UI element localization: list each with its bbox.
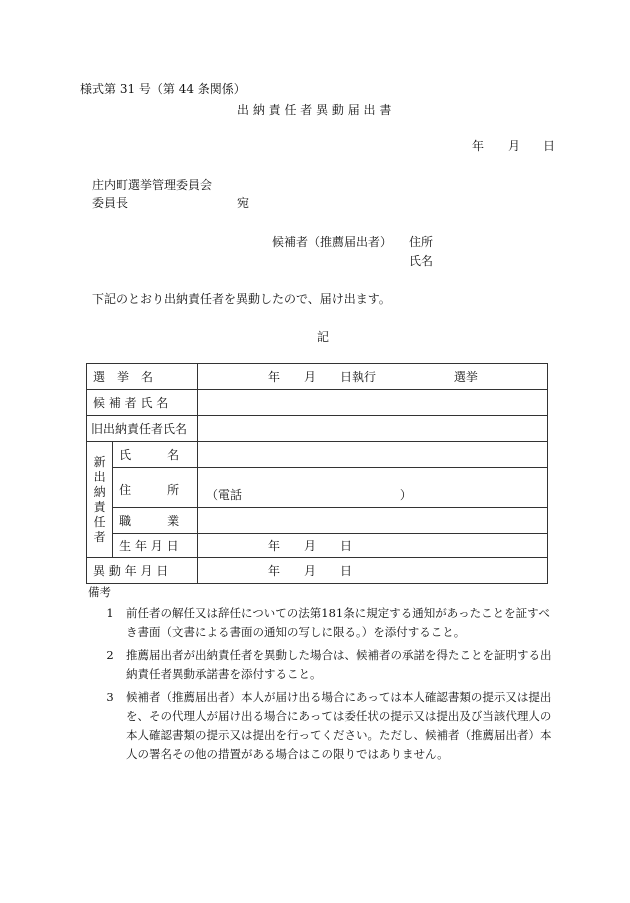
new-name-label-cell [113, 442, 198, 468]
new-treasurer-side-cell [87, 442, 113, 558]
old-treasurer-label: 旧出納責任者氏名 [91, 422, 188, 436]
applicant-name-label: 氏名 [409, 254, 434, 268]
old-treasurer-label-cell [87, 416, 198, 442]
side-char: 責 [93, 499, 106, 514]
side-char: 納 [93, 484, 106, 499]
election-date: 年 月 日執行 [268, 370, 377, 384]
new-name-value-cell [198, 442, 548, 468]
row-election [87, 364, 548, 390]
new-name-label: 氏 名 [119, 448, 180, 462]
old-treasurer-value-cell [198, 416, 548, 442]
addressee-committee: 庄内町選挙管理委員会 [92, 178, 213, 192]
row-new-occupation [87, 508, 548, 534]
new-occupation-value-cell [198, 508, 548, 534]
note-text: 前任者の解任又は辞任についての法第181条に規定する通知があったことを証すべき書面（文書による書面の通知の写しに限る。）を添付すること。 [126, 606, 550, 639]
addressee-chair: 委員長 [92, 196, 129, 210]
new-address-label-cell [113, 468, 198, 508]
notes-section [88, 584, 558, 764]
change-date-value: 年 月 日 [268, 564, 353, 578]
form-number: 様式第 31 号（第 44 条関係） [80, 82, 246, 96]
election-label-cell [87, 364, 198, 390]
new-occupation-label-cell [113, 508, 198, 534]
note-item [88, 688, 558, 764]
applicant-role: 候補者（推薦届出者） [272, 235, 393, 249]
side-char: 新 [93, 454, 106, 469]
new-occupation-label: 職 業 [119, 514, 180, 528]
candidate-value-cell [198, 390, 548, 416]
change-date-label: 異 動 年 月 日 [93, 564, 169, 578]
date-day: 日 [543, 139, 556, 153]
note-item [88, 604, 558, 642]
note-text: 候補者（推薦届出者）本人が届け出る場合にあっては本人確認書類の提示又は提出を、その代理人が届け出る場合にあっては委任状の提示又は提出及び当該代理人の本人確認書類の提示又は提出を行ってください。ただし、候補者（推薦届出者）本人の署名その他の措置がある場合はこの限りではありません。 [126, 690, 552, 761]
new-birthdate-value-cell [198, 534, 548, 558]
phone-open: （電話 [206, 488, 243, 502]
side-char: 出 [93, 469, 106, 484]
election-value-cell [198, 364, 548, 390]
side-char: 任 [93, 514, 106, 529]
side-char: 者 [93, 529, 106, 544]
intro-text: 下記のとおり出納責任者を異動したので、届け出ます。 [92, 292, 391, 306]
addressee-honorific: 宛 [237, 196, 250, 210]
candidate-label-cell [87, 390, 198, 416]
election-label: 選 挙 名 [93, 370, 154, 384]
row-candidate [87, 390, 548, 416]
new-birthdate-value: 年 月 日 [268, 539, 353, 553]
row-new-birthdate [87, 534, 548, 558]
row-new-address [87, 468, 548, 508]
note-number: 3 [106, 690, 114, 704]
date-year: 年 [472, 139, 485, 153]
row-new-name [87, 442, 548, 468]
phone-close: ） [399, 488, 412, 502]
election-suffix: 選挙 [453, 370, 478, 384]
note-number: 2 [106, 648, 114, 662]
change-date-label-cell [87, 558, 198, 584]
new-birthdate-label-cell [113, 534, 198, 558]
note-number: 1 [106, 606, 114, 620]
change-date-value-cell [198, 558, 548, 584]
page-title: 出 納 責 任 者 異 動 届 出 書 [237, 103, 392, 117]
row-change-date [87, 558, 548, 584]
note-item [88, 646, 558, 684]
new-treasurer-vertical-label [94, 455, 106, 545]
new-address-value-cell [198, 468, 548, 508]
new-birthdate-label: 生 年 月 日 [119, 539, 179, 553]
row-old-treasurer [87, 416, 548, 442]
new-address-label: 住 所 [119, 483, 180, 497]
candidate-label: 候 補 者 氏 名 [93, 396, 169, 410]
ki-mark: 記 [317, 330, 330, 344]
notification-table [86, 363, 548, 584]
notes-heading: 備考 [88, 585, 111, 599]
note-text: 推薦届出者が出納責任者を異動した場合は、候補者の承諾を得たことを証明する出納責任者異動承諾書を添付すること。 [126, 648, 552, 681]
applicant-address-label: 住所 [409, 235, 434, 249]
date-month: 月 [508, 139, 521, 153]
